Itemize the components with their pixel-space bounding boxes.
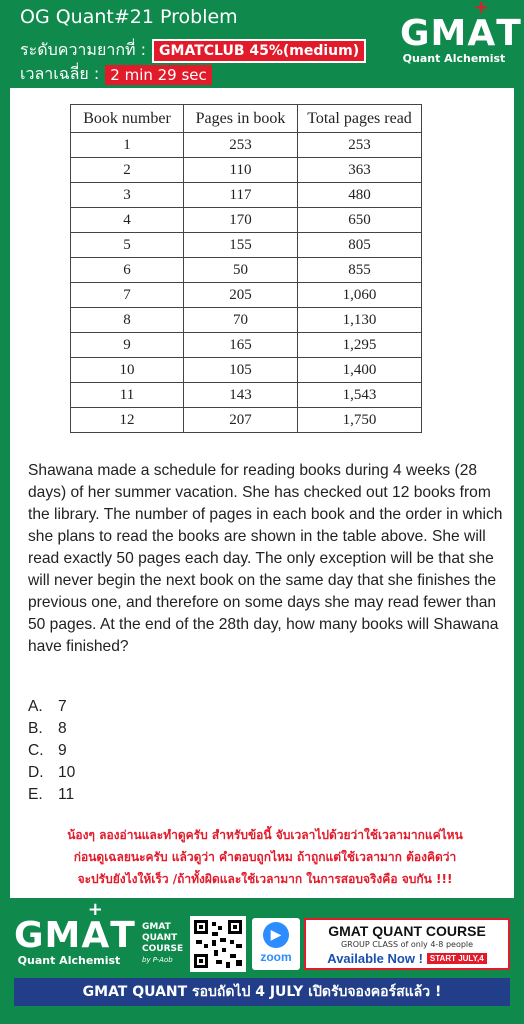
header <box>0 0 524 88</box>
table-cell: 12 <box>71 408 184 433</box>
logo-subtitle: Quant Alchemist <box>402 52 506 65</box>
time-badge: 2 min 29 sec <box>105 65 212 85</box>
course-label <box>142 922 184 966</box>
promo-subtitle: GROUP CLASS of only 4-8 people <box>340 940 474 949</box>
plus-icon: + <box>87 899 104 920</box>
column-header: Total pages read <box>298 105 422 133</box>
plus-icon: + <box>473 0 490 18</box>
course-author: by P-Aob <box>142 956 173 964</box>
table-cell: 1,750 <box>298 408 422 433</box>
table-row <box>71 408 422 433</box>
choice-d[interactable] <box>28 764 75 786</box>
table-cell: 207 <box>184 408 298 433</box>
table-cell: 10 <box>71 358 184 383</box>
promo-availability <box>306 951 508 966</box>
books-table <box>70 104 422 433</box>
table-cell: 6 <box>71 258 184 283</box>
table-cell: 110 <box>184 158 298 183</box>
course-line: COURSE <box>142 944 184 954</box>
table-cell: 1,295 <box>298 333 422 358</box>
choice-value: 7 <box>58 698 67 715</box>
instruction-note <box>20 824 510 890</box>
table-cell: 253 <box>298 133 422 158</box>
choice-c[interactable] <box>28 742 75 764</box>
table-cell: 805 <box>298 233 422 258</box>
table-cell: 143 <box>184 383 298 408</box>
difficulty-row <box>20 38 366 63</box>
note-line: จะปรับยังไงให้เร็ว /ถ้าทั้งผิดและใช้เวลามาก ในการสอบจริงคือ จบกัน !!! <box>77 872 453 886</box>
table-row <box>71 208 422 233</box>
question-text: Shawana made a schedule for reading books during 4 weeks (28 days) of her summer vacation. She has checked out 12 books from the library. The number of pages in each book and the order in which she plans to read the books are shown in the table above. She will read exactly 50 pages each day. The only exception will be that she will never begin the next book on the same day that she finishes the previous one, and therefore on some days she may read fewer than 50 pages. At the end of the 28th day, how many books will Shawana have finished? <box>28 462 503 655</box>
table-cell: 9 <box>71 333 184 358</box>
promo-available: Available Now ! <box>327 951 423 966</box>
difficulty-badge: GMATCLUB 45%(medium) <box>152 39 366 63</box>
logo-subtitle: Quant Alchemist <box>17 954 121 967</box>
table-row <box>71 233 422 258</box>
table-cell: 1,130 <box>298 308 422 333</box>
table-cell: 5 <box>71 233 184 258</box>
choice-letter: C. <box>28 742 44 759</box>
qr-code-icon[interactable] <box>190 916 246 972</box>
table-cell: 170 <box>184 208 298 233</box>
choice-e[interactable] <box>28 786 75 808</box>
logo-text: GMA + T <box>14 899 136 956</box>
table-cell: 480 <box>298 183 422 208</box>
footer-logo <box>14 899 136 968</box>
table-cell: 2 <box>71 158 184 183</box>
column-header: Book number <box>71 105 184 133</box>
choice-value: 9 <box>58 742 67 759</box>
course-promo[interactable] <box>304 918 510 970</box>
logo-text: GMA + T <box>400 0 522 54</box>
table-header-row <box>71 105 422 133</box>
table-cell: 855 <box>298 258 422 283</box>
gmat-logo <box>400 0 522 66</box>
note-line: น้องๆ ลองอ่านและทำดูครับ สำหรับข้อนี้ จับเวลาไปด้วยว่าใช้เวลามากแค่ไหน <box>67 828 463 842</box>
table-row <box>71 258 422 283</box>
table-cell: 4 <box>71 208 184 233</box>
table-row <box>71 283 422 308</box>
table-cell: 1,060 <box>298 283 422 308</box>
zoom-logo <box>252 918 300 970</box>
table-cell: 7 <box>71 283 184 308</box>
announcement-banner: GMAT QUANT รอบถัดไป 4 JULY เปิดรับจองคอร์สแล้ว ! <box>14 978 510 1006</box>
promo-start-badge: START JULY,4 <box>427 953 487 964</box>
table-row <box>71 358 422 383</box>
table-cell: 70 <box>184 308 298 333</box>
table-cell: 205 <box>184 283 298 308</box>
table-cell: 50 <box>184 258 298 283</box>
choice-letter: E. <box>28 786 43 803</box>
table-cell: 155 <box>184 233 298 258</box>
table-row <box>71 183 422 208</box>
time-label: เวลาเฉลี่ย : <box>20 64 100 83</box>
table-row <box>71 158 422 183</box>
table-cell: 165 <box>184 333 298 358</box>
table-row <box>71 308 422 333</box>
table-cell: 117 <box>184 183 298 208</box>
choice-letter: B. <box>28 720 43 737</box>
column-header: Pages in book <box>184 105 298 133</box>
table-cell: 11 <box>71 383 184 408</box>
note-line: ก่อนดูเฉลยนะครับ แล้วดูว่า คำตอบถูกไหม ถ้าถูกแต่ใช้เวลามาก ต้องคิดว่า <box>73 850 457 864</box>
time-row <box>20 62 212 87</box>
promo-title: GMAT QUANT COURSE <box>328 923 486 939</box>
footer <box>0 898 524 1024</box>
choice-b[interactable] <box>28 720 75 742</box>
table-row <box>71 383 422 408</box>
table-cell: 1,543 <box>298 383 422 408</box>
camera-icon: ▶ <box>263 922 289 948</box>
table-cell: 650 <box>298 208 422 233</box>
table-cell: 1 <box>71 133 184 158</box>
content-panel <box>10 88 514 898</box>
table-cell: 105 <box>184 358 298 383</box>
zoom-label: zoom <box>260 950 292 964</box>
difficulty-label: ระดับความยากที่ : <box>20 40 147 59</box>
choice-letter: D. <box>28 764 44 781</box>
choice-value: 10 <box>58 764 76 781</box>
choice-letter: A. <box>28 698 43 715</box>
choice-value: 8 <box>58 720 67 737</box>
choice-value: 11 <box>58 786 75 803</box>
course-line: GMAT <box>142 922 171 932</box>
page-title: OG Quant#21 Problem <box>20 6 238 28</box>
table-row <box>71 133 422 158</box>
table-cell: 363 <box>298 158 422 183</box>
table-cell: 8 <box>71 308 184 333</box>
table-cell: 3 <box>71 183 184 208</box>
table-cell: 1,400 <box>298 358 422 383</box>
choice-a[interactable] <box>28 698 75 720</box>
table-cell: 253 <box>184 133 298 158</box>
course-line: QUANT <box>142 933 178 943</box>
table-row <box>71 333 422 358</box>
answer-choices <box>28 698 75 808</box>
